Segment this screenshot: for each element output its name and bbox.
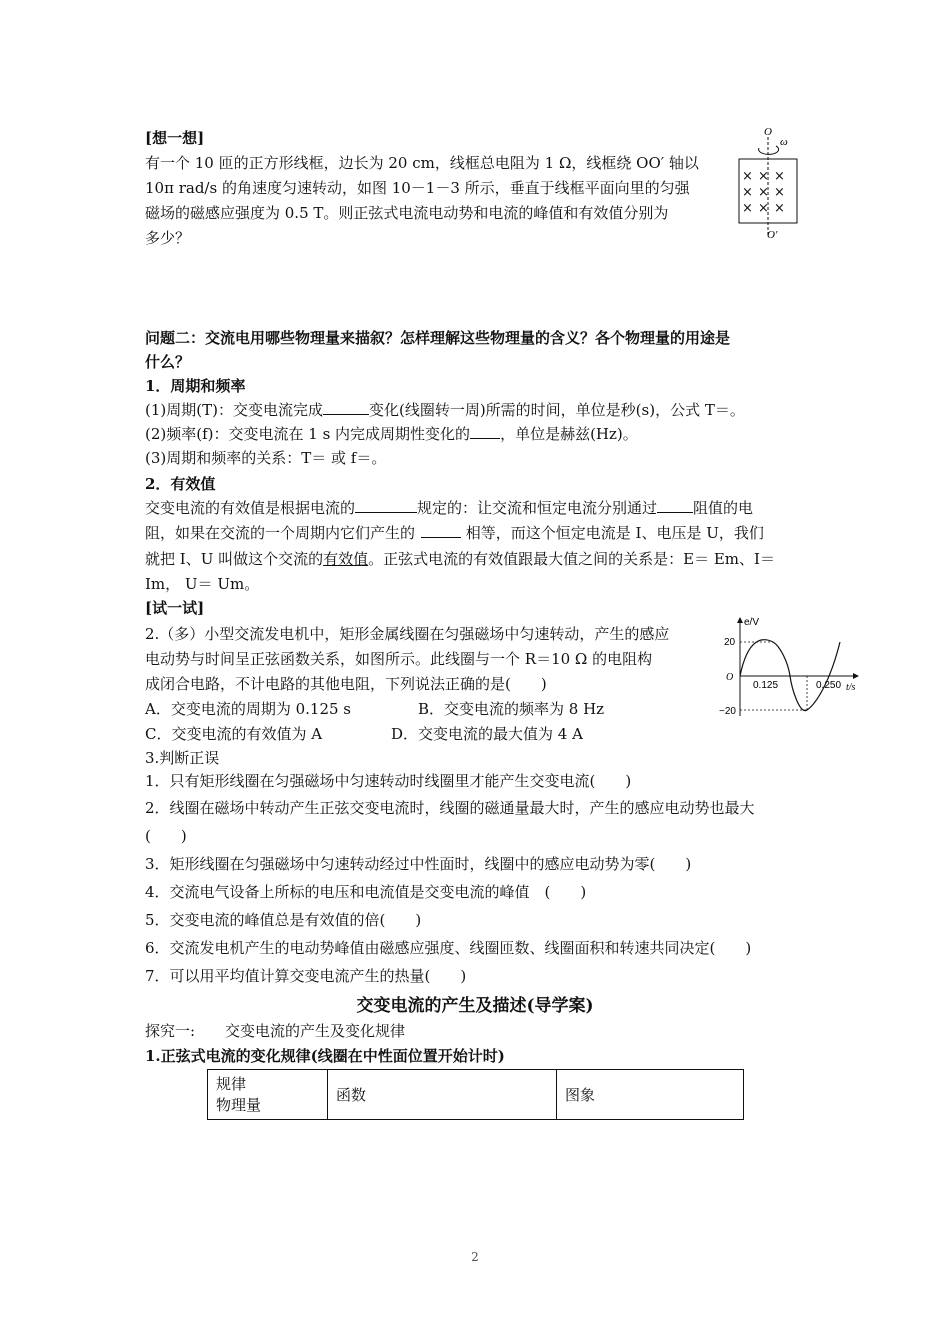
law-table <box>207 1069 744 1120</box>
option-a: A．交变电流的周期为 0.125 s <box>145 700 352 718</box>
judge-heading: 3.判断正误 <box>145 749 220 767</box>
page-number: 2 <box>471 1250 479 1264</box>
x-axis-label: t/s <box>846 682 856 693</box>
think-line-2: 10π rad/s 的角速度匀速转动，如图 10－1－3 所示，垂直于线框平面向里的匀强 <box>145 179 690 197</box>
explore-heading: 探究一: 交变电流的产生及变化规律 <box>145 1022 406 1040</box>
judge-item-5: 5．交变电流的峰值总是有效值的倍( ) <box>145 911 422 929</box>
judge-item-3: 3．矩形线圈在匀强磁场中匀速转动经过中性面时，线圈中的感应电动势为零( ) <box>145 855 692 873</box>
s1-title: 1．周期和频率 <box>145 377 246 395</box>
effective-value-term: 有效值 <box>323 550 369 568</box>
coil-top-label: O <box>764 126 772 138</box>
rotation-arrow <box>759 146 779 154</box>
graph-header: 图象 <box>557 1070 744 1120</box>
y-tick-min: −20 <box>719 706 736 717</box>
guide-sub: 1.正弦式电流的变化规律(线圈在中性面位置开始计时) <box>145 1047 505 1065</box>
b-cross: × <box>774 201 785 216</box>
blank <box>421 523 461 538</box>
think-line-3: 磁场的磁感应强度为 0.5 T。则正弦式电流电动势和电流的峰值和有效值分别为 <box>145 204 669 222</box>
blank <box>470 424 500 439</box>
x-tick-0125: 0.125 <box>753 680 779 691</box>
try-line-1: 2.（多）小型交流发电机中，矩形金属线圈在匀强磁场中匀速转动，产生的感应 <box>145 625 670 643</box>
sine-curve <box>740 640 840 711</box>
q2-title-line1: 问题二：交流电用哪些物理量来描叙？怎样理解这些物理量的含义？各个物理量的用途是 <box>145 329 731 347</box>
y-tick-max: 20 <box>724 637 736 648</box>
b-cross: × <box>774 169 785 184</box>
s2-line4: Im， U＝ Um。 <box>145 575 260 593</box>
blank <box>657 498 693 513</box>
x-tick-0250: 0.250 <box>816 680 842 691</box>
think-heading: [想一想] <box>145 129 205 147</box>
b-cross: × <box>774 185 785 200</box>
b-cross: × <box>758 169 769 184</box>
origin-label: O <box>726 672 734 683</box>
option-b: B．交变电流的频率为 8 Hz <box>418 700 605 718</box>
s1-line2: (2)频率(f)：交变电流在 1 s 内完成周期性变化的 ，单位是赫兹(Hz)。 <box>145 425 638 443</box>
function-header: 函数 <box>328 1070 557 1120</box>
b-cross: × <box>742 201 753 216</box>
header-cell: 规律 物理量 <box>208 1070 328 1120</box>
blank <box>355 498 417 513</box>
option-c: C．交变电流的有效值为 A <box>145 725 323 743</box>
option-d: D．交变电流的最大值为 4 A <box>391 725 583 743</box>
judge-item-2-paren: ( ) <box>145 827 187 845</box>
b-cross: × <box>742 169 753 184</box>
s1-line1: (1)周期(T)：交变电流完成 变化(线圈转一周)所需的时间，单位是秒(s)，公式 T＝。 <box>145 401 745 419</box>
omega-label: ω <box>780 136 788 148</box>
s2-title: 2．有效值 <box>145 475 216 493</box>
judge-item-7: 7．可以用平均值计算交变电流产生的热量( ) <box>145 967 467 985</box>
think-line-1: 有一个 10 匝的正方形线框，边长为 20 cm，线框总电阻为 1 Ω，线框绕 OO′ 轴以 <box>145 154 699 172</box>
try-heading: [试一试] <box>145 599 205 617</box>
think-line-4: 多少？ <box>145 229 191 247</box>
emf-graph <box>718 612 868 720</box>
judge-item-4: 4．交流电气设备上所标的电压和电流值是交变电流的峰值 ( ) <box>145 883 587 901</box>
b-cross: × <box>758 185 769 200</box>
coil-figure <box>728 124 803 244</box>
judge-item-2: 2．线圈在磁场中转动产生正弦交变电流时，线圈的磁通量最大时，产生的感应电动势也最大 <box>145 799 755 817</box>
guide-title: 交变电流的产生及描述(导学案) <box>356 996 594 1016</box>
s2-line2: 阻，如果在交流的一个周期内它们产生的 相等，而这个恒定电流是 I、电压是 U，我们 <box>145 524 764 542</box>
q2-title-line2: 什么？ <box>145 353 191 371</box>
y-axis-label: e/V <box>744 617 760 628</box>
coil-bottom-label: O′ <box>767 229 778 241</box>
b-cross: × <box>742 185 753 200</box>
judge-item-6: 6．交流发电机产生的电动势峰值由磁感应强度、线圈匝数、线圈面积和转速共同决定( ) <box>145 939 752 957</box>
try-line-2: 电动势与时间呈正弦函数关系，如图所示。此线圈与一个 R＝10 Ω 的电阻构 <box>145 650 653 668</box>
judge-item-1: 1．只有矩形线圈在匀强磁场中匀速转动时线圈里才能产生交变电流( ) <box>145 772 632 790</box>
s1-line3: (3)周期和频率的关系：T＝ 或 f＝。 <box>145 449 387 467</box>
s2-line3: 就把 I、U 叫做这个交流的有效值。正弦式电流的有效值跟最大值之间的关系是：E＝ Em、I＝ <box>145 550 775 568</box>
blank <box>323 400 369 415</box>
s2-line1: 交变电流的有效值是根据电流的 规定的：让交流和恒定电流分别通过 阻值的电 <box>145 499 754 517</box>
try-line-3: 成闭合电路，不计电路的其他电阻，下列说法正确的是( ) <box>145 675 547 693</box>
b-cross: × <box>758 201 769 216</box>
